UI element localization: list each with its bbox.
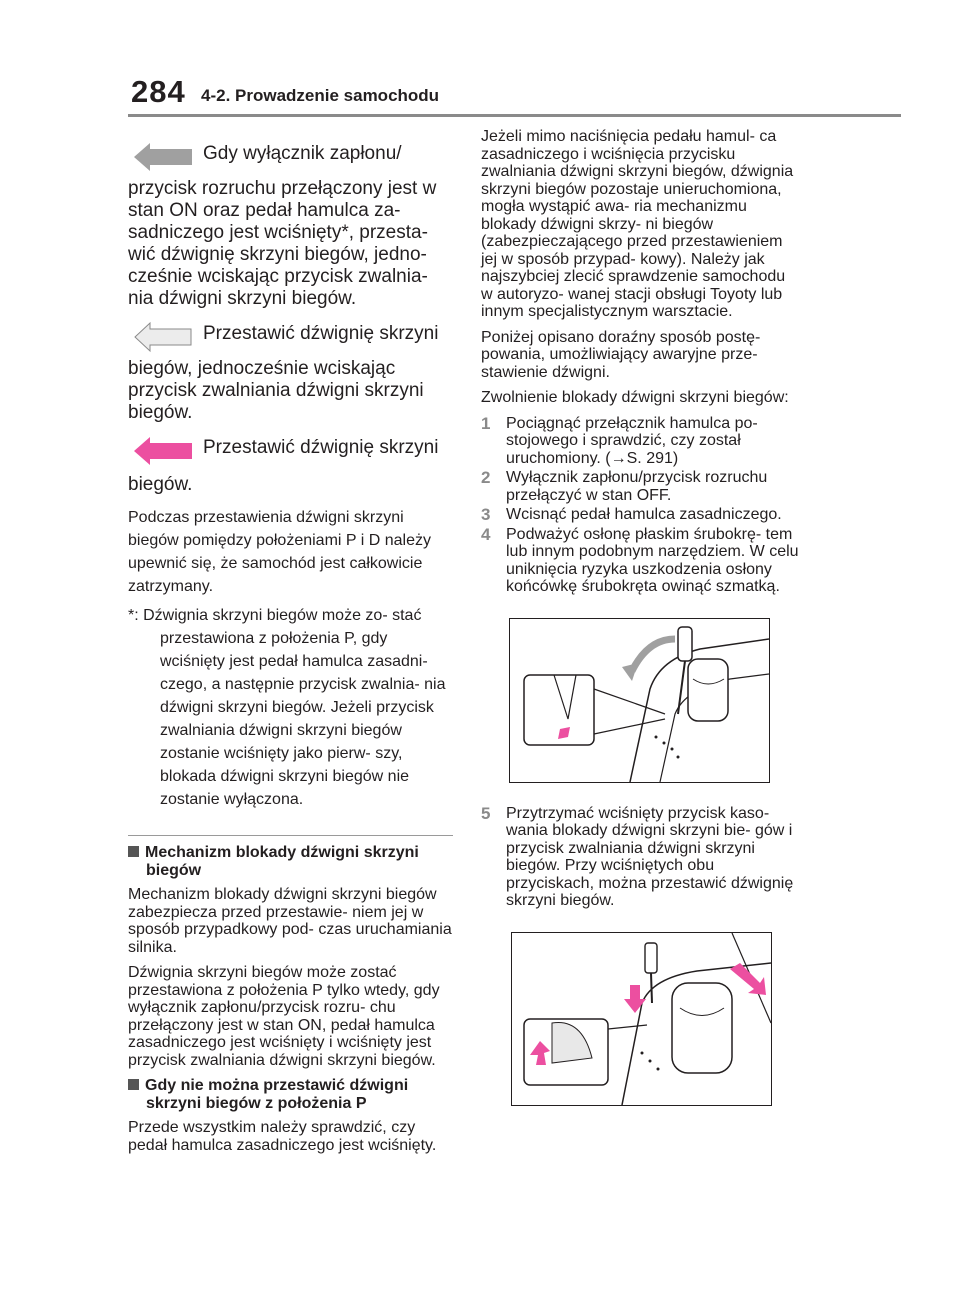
- arrow-label-light: Przestawić dźwignię skrzyni: [203, 323, 439, 344]
- square-bullet-icon: [128, 846, 139, 857]
- paragraph: Jeżeli mimo naciśnięcia pedału hamul- ca zasadniczego i wciśnięcia przycisku zwalniania dźwigni skrzyni biegów, dźwignia skrzyni biegów pozostaje unieruchomiona, mogła wystąpić awa- ria mechanizmu blokady dźwigni skrzy- ni biegów (zabezpieczającego przed przestawieniem jej w sposób przypad- kowy). Należy jak najszybciej zlecić sprawdzenie samochodu w autoryzo- wanej stacji obsługi Toyoty lub innym specjalistycznym warsztacie.: [481, 128, 794, 320]
- subheading: Mechanizm blokady dźwigni skrzyni biegów: [128, 844, 453, 880]
- step-item: 2 Wyłącznik zapłonu/przycisk rozruchu przełączyć w stan OFF.: [481, 468, 768, 504]
- illustration-release-buttons: [511, 932, 772, 1106]
- light-arrow-icon: [134, 320, 196, 354]
- arrow-item-pink: [128, 432, 453, 470]
- section-title: 4-2. Prowadzenie samochodu: [201, 86, 440, 105]
- paragraph: Podczas przestawienia dźwigni skrzyni biegów pomiędzy położeniami P i D należy upewnić się, że samochód jest całkowicie zatrzymany.: [128, 509, 431, 595]
- step-item: 1 Pociągnąć przełącznik hamulca po- stojowego i sprawdzić, czy został uruchomiony. (→S. 291): [481, 413, 758, 467]
- arrow-item-grey: [128, 138, 453, 176]
- section-divider: [128, 835, 453, 836]
- page-number: 284: [131, 74, 186, 109]
- grey-arrow-icon: [134, 140, 196, 174]
- square-bullet-icon: [128, 1079, 139, 1090]
- arrow-item-light: [128, 318, 453, 356]
- step-item: 4 Podważyć osłonę płaskim śrubokrę- tem lub innym podobnym narzędziem. W celu uniknięcia ryzyka uszkodzenia osłony końcówkę śrubokręta owinąć szmatką.: [481, 524, 799, 595]
- pink-arrow-icon: [134, 434, 196, 468]
- paragraph: Poniżej opisano doraźny sposób postę- powania, umożliwiający awaryjne prze- stawienie dźwigni.: [481, 328, 761, 381]
- paragraph: Przede wszystkim należy sprawdzić, czy pedał hamulca zasadniczego jest wciśnięty.: [128, 1119, 437, 1154]
- paragraph: biegów.: [128, 474, 193, 495]
- illustration-screwdriver-cover: [509, 618, 770, 783]
- step-item: 3 Wcisnąć pedał hamulca zasadniczego.: [481, 505, 782, 524]
- arrow-label-pink: Przestawić dźwignię skrzyni: [203, 437, 439, 458]
- arrow-label-grey: Gdy wyłącznik zapłonu/: [203, 143, 402, 164]
- paragraph: Dźwignia skrzyni biegów może zostać przestawiona z położenia P tylko wtedy, gdy wyłącznik zapłonu/przycisk rozru- chu przełączony jest w stan ON, pedał hamulca zasadniczego jest wciśnięty i wciśnięty jest przycisk zwalniania dźwigni skrzyni biegów.: [128, 964, 440, 1069]
- paragraph: Zwolnienie blokady dźwigni skrzyni biegów:: [481, 389, 789, 406]
- paragraph: biegów, jednocześnie wciskając przycisk zwalniania dźwigni skrzyni biegów.: [128, 358, 424, 423]
- page-header: [0, 0, 960, 118]
- subheading: Gdy nie można przestawić dźwigni skrzyni biegów z położenia P: [128, 1077, 453, 1113]
- left-column: [128, 138, 453, 1162]
- step-item: 5 Przytrzymać wciśnięty przycisk kaso- wania blokady dźwigni skrzyni bie- gów i przycisk zwalniania dźwigni skrzyni biegów. Przy wciśniętych obu przyciskach, można przestawić dźwignię skrzyni biegów.: [481, 803, 794, 909]
- header-divider: [128, 114, 901, 117]
- footnote: *: Dźwignia skrzyni biegów może zo- stać przestawiona z położenia P, gdy wciśnięty jest pedał hamulca zasadni- czego, a następnie przycisk zwalnia- nia dźwigni skrzyni biegów. Jeżeli przycisk zwalniania dźwigni skrzyni biegów zostanie wciśnięty jako pierw- szy, blokada dźwigni skrzyni biegów nie zostanie wyłączona.: [128, 607, 446, 808]
- paragraph: przycisk rozruchu przełączony jest w stan ON oraz pedał hamulca za- sadniczego jest wciśnięty*, przesta- wić dźwignię skrzyni biegów, jedno- cześnie wciskając przycisk zwalnia- nia dźwigni skrzyni biegów.: [128, 178, 437, 309]
- right-column: [481, 128, 801, 1106]
- paragraph: Mechanizm blokady dźwigni skrzyni biegów zabezpiecza przed przestawie- niem jej w sposób przypadkowy pod- czas uruchamiania silnika.: [128, 886, 452, 956]
